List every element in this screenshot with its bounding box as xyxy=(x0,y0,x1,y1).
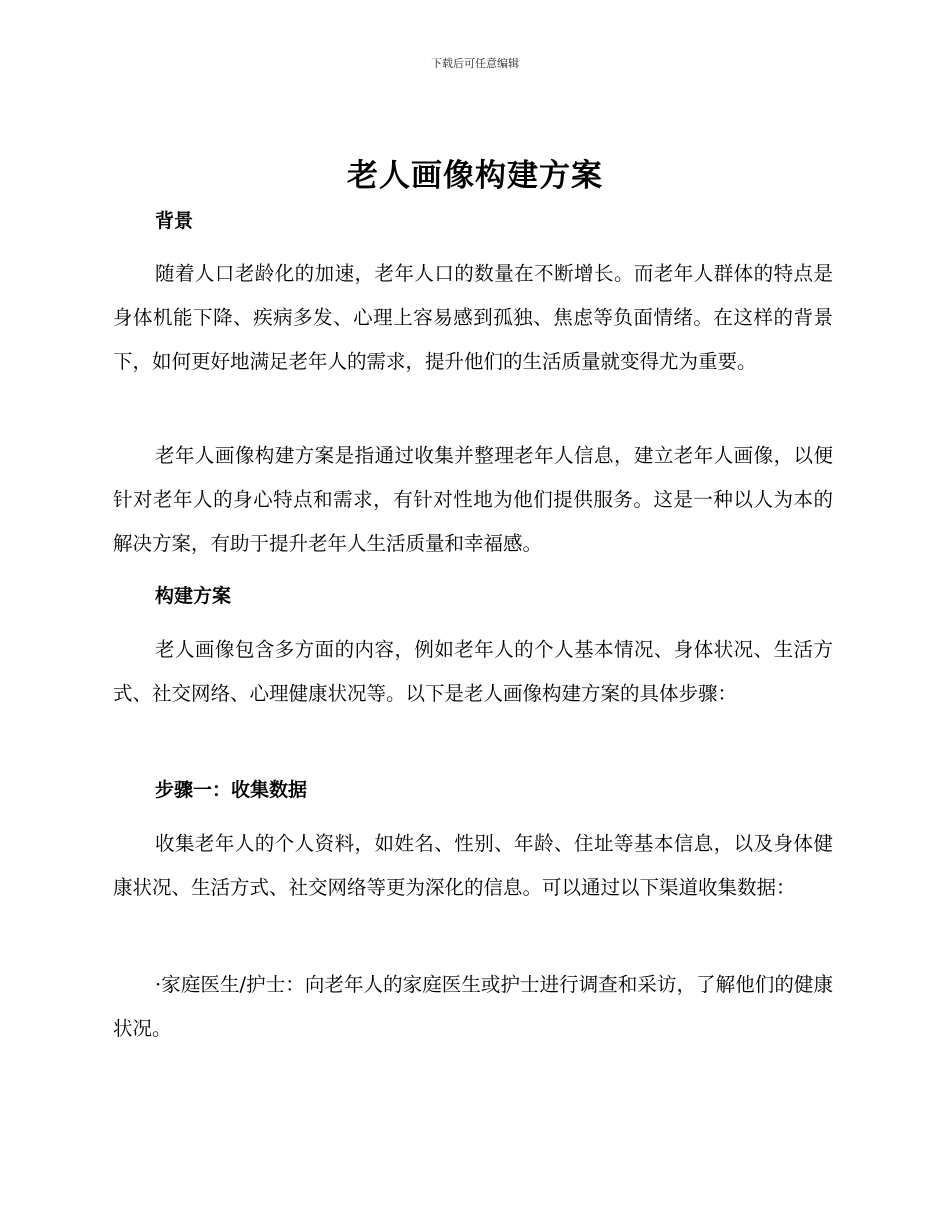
paragraph-wrap xyxy=(113,822,833,910)
paragraph-plan-1: 老人画像包含多方面的内容，例如老年人的个人基本情况、身体状况、生活方式、社交网络、心理健康状况等。以下是老人画像构建方案的具体步骤： xyxy=(113,638,833,705)
paragraph-wrap xyxy=(113,434,833,566)
bullet-item-family-doctor: ·家庭医生/护士：向老年人的家庭医生或护士进行调查和采访，了解他们的健康状况。 xyxy=(113,973,833,1040)
document-title: 老人画像构建方案 xyxy=(347,158,603,194)
section-background-heading-wrap xyxy=(113,208,833,234)
section-heading-step1: 步骤一：收集数据 xyxy=(155,779,308,801)
paragraph-wrap xyxy=(113,628,833,716)
paragraph-step1-1: 收集老年人的个人资料，如姓名、性别、年龄、住址等基本信息，以及身体健康状况、生活方式、社交网络等更为深化的信息。可以通过以下渠道收集数据： xyxy=(113,832,833,899)
paragraph-background-2: 老年人画像构建方案是指通过收集并整理老年人信息，建立老年人画像，以便针对老年人的身心特点和需求，有针对性地为他们提供服务。这是一种以人为本的解决方案，有助于提升老年人生活质量和幸福感。 xyxy=(113,444,833,555)
section-heading-plan: 构建方案 xyxy=(155,585,232,607)
section-heading-background: 背景 xyxy=(155,210,194,232)
section-step1-heading-wrap xyxy=(113,777,833,803)
paragraph-wrap xyxy=(113,963,833,1051)
section-plan-heading-wrap xyxy=(113,583,833,609)
paragraph-background-1: 随着人口老龄化的加速，老年人口的数量在不断增长。而老年人群体的特点是身体机能下降、疾病多发、心理上容易感到孤独、焦虑等负面情绪。在这样的背景下，如何更好地满足老年人的需求，提升他们的生活质量就变得尤为重要。 xyxy=(113,262,833,373)
header-note: 下载后可任意编辑 xyxy=(431,57,519,70)
paragraph-wrap xyxy=(113,252,833,384)
